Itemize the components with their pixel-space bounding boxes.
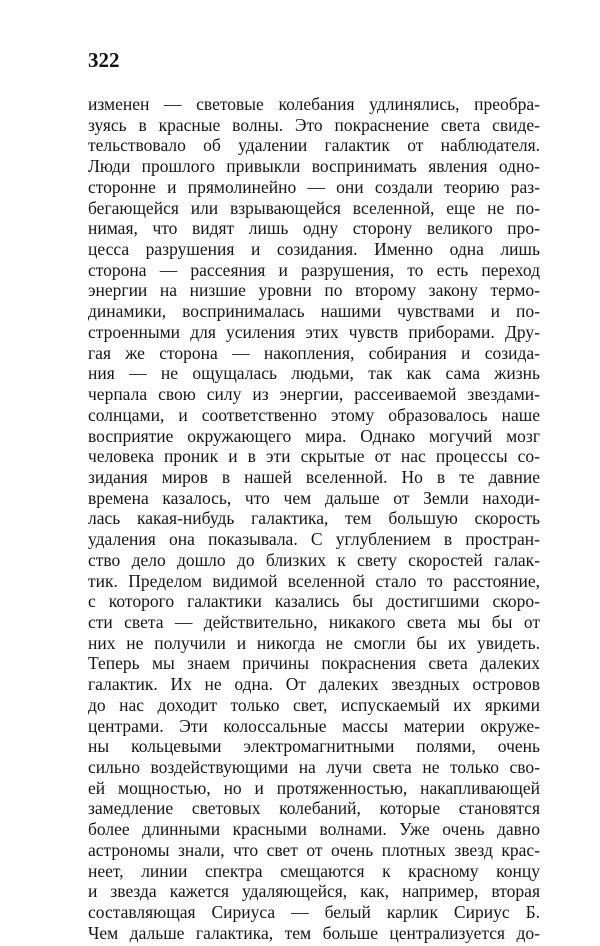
text-line: и звезда кажется удаляющейся, как, например, вторая	[88, 881, 540, 902]
text-line: тельствовало об удалении галактик от наблюдателя.	[88, 135, 540, 156]
text-line: солнцами, и соответственно этому образовалось наше	[88, 404, 540, 425]
text-line: центрами. Эти колоссальные массы материи окруже-	[88, 715, 540, 736]
text-line: изменен — световые колебания удлинялись, преобра-	[88, 94, 540, 114]
text-line: астрономы знали, что свет от очень плотных звезд крас-	[88, 839, 540, 860]
text-line: лась какая-нибудь галактика, тем большую скорость	[88, 508, 540, 529]
text-line: человека проник и в эти скрытые от нас процессы со-	[88, 446, 540, 467]
text-line: удаления она показывала. С углублением в простран-	[88, 529, 540, 550]
text-line: Теперь мы знаем причины покраснения света далеких	[88, 653, 540, 674]
text-line: неет, линии спектра смещаются к красному концу	[88, 860, 540, 881]
text-line: составляющая Сириуса — белый карлик Сириус Б.	[88, 902, 540, 923]
text-line: строенными для усиления этих чувств приборами. Дру-	[88, 321, 540, 342]
text-line: сильно воздействующими на лучи света не только сво-	[88, 757, 540, 777]
text-line: с которого галактики казались бы достигшими скоро-	[88, 591, 540, 612]
text-line: более длинными красными волнами. Уже очень давно	[88, 819, 540, 840]
text-line: галактик. Их не одна. От далеких звездных островов	[88, 674, 540, 695]
text-line: до нас доходит только свет, испускаемый их яркими	[88, 694, 540, 715]
text-line: нимая, что видят лишь одну сторону великого про-	[88, 218, 540, 239]
text-line: тик. Пределом видимой вселенной стало то расстояние,	[88, 570, 540, 591]
text-line: бегающейся или взрывающейся вселенной, еще не по-	[88, 197, 540, 218]
text-line: зидания миров в нашей вселенной. Но в те давние	[88, 466, 540, 487]
text-line: сти света — действительно, никакого света мы бы от	[88, 611, 540, 632]
text-line: ния — не ощущалась людьми, так как сама жизнь	[88, 363, 540, 384]
text-line: зуясь в красные волны. Это покраснение света свиде-	[88, 114, 540, 135]
text-line: цесса разрушения и созидания. Именно одна лишь	[88, 239, 540, 260]
text-line: Чем дальше галактика, тем больше централизуется до-	[88, 922, 540, 943]
text-line: ство дело дошло до близких к свету скоростей галак-	[88, 549, 540, 570]
text-line: ей мощностью, но и протяженностью, накапливающей	[88, 777, 540, 798]
text-line: сторонне и прямолинейно — они создали теорию раз-	[88, 176, 540, 197]
text-line: ны кольцевыми электромагнитными полями, очень	[88, 736, 540, 757]
text-line: замедление световых колебаний, которые становятся	[88, 798, 540, 819]
text-line: динамики, воспринималась нашими чувствами и по-	[88, 301, 540, 322]
text-line: времена казалось, что чем дальше от Земли находи-	[88, 487, 540, 508]
text-line: гая же сторона — накопления, собирания и созида-	[88, 342, 540, 363]
text-line: черпала свою силу из энергии, рассеиваемой звездами-	[88, 384, 540, 405]
body-text	[88, 94, 540, 943]
text-line: сторона — рассеяния и разрушения, то есть переход	[88, 259, 540, 280]
text-line: Люди прошлого привыкли воспринимать явления одно-	[88, 156, 540, 177]
text-line: них не получили и никогда не смогли бы их увидеть.	[88, 632, 540, 653]
text-line: энергии на низшие уровни по второму закону термо-	[88, 280, 540, 301]
text-line: восприятие окружающего мира. Однако могучий мозг	[88, 425, 540, 446]
page-number: 322	[88, 48, 120, 72]
